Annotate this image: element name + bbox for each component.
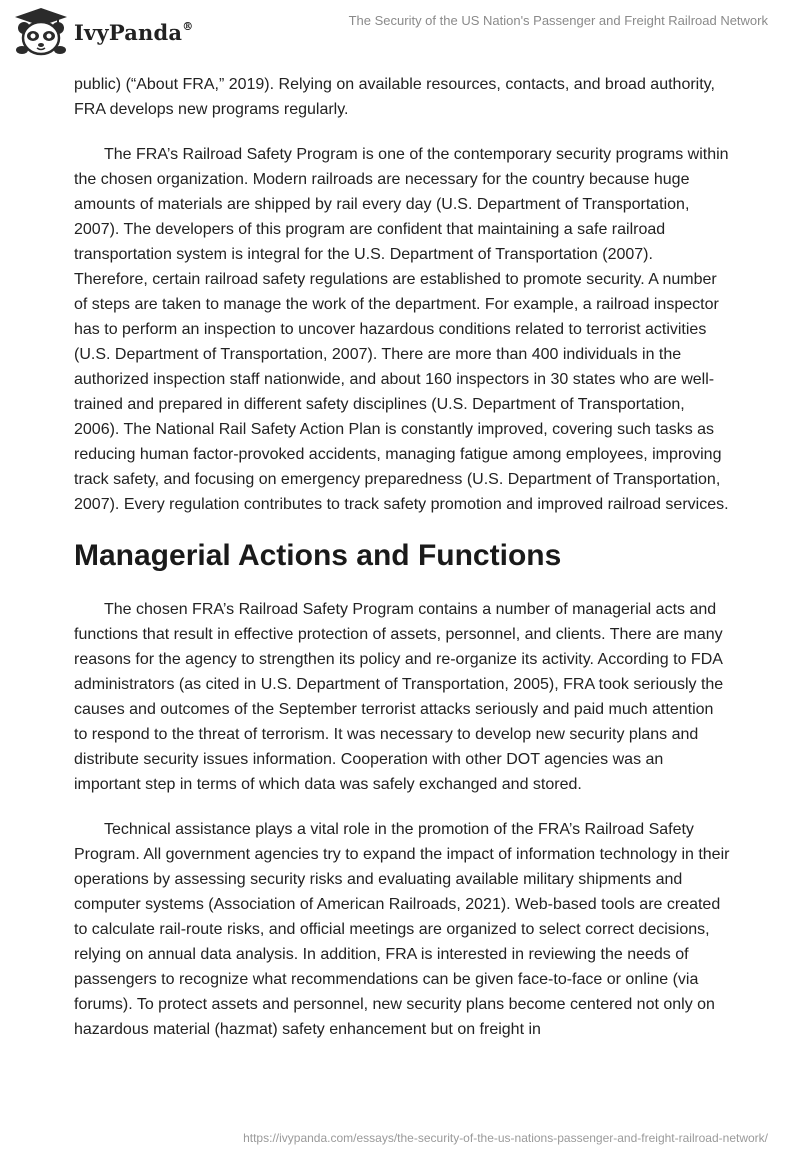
source-url[interactable]: https://ivypanda.com/essays/the-security-of-the-us-nations-passenger-and-freight-railroad-network/ <box>243 1131 768 1145</box>
paragraph-4: Technical assistance plays a vital role in the promotion of the FRA’s Railroad Safety Program. All government agencies try to expand the impact of information technology in their operations by assessing security risks and evaluating available military shipments and computer systems (Association of American Railroads, 2021). Web-based tools are created to calculate rail-route risks, and official meetings are organized to select correct decisions, relying on annual data analysis. In addition, FRA is interested in reviewing the needs of passengers to recognize what recommendations can be given face-to-face or online (via forums). To protect assets and personnel, new security plans become centered not only on hazardous material (hazmat) safety enhancement but on freight in <box>74 821 730 1038</box>
page-header <box>0 0 800 70</box>
paragraph-2: The FRA’s Railroad Safety Program is one of the contemporary security programs within the chosen organization. Modern railroads are necessary for the country because huge amounts of materials are shipped by rail every day (U.S. Department of Transportation, 2007). The developers of this program are confident that maintaining a safe railroad transportation system is integral for the U.S. Department of Transportation (2007). Therefore, certain railroad safety regulations are established to promote security. A number of steps are taken to manage the work of the department. For example, a railroad inspector has to perform an inspection to uncover hazardous conditions related to terrorist activities (U.S. Department of Transportation, 2007). There are more than 400 individuals in the authorized inspection staff nationwide, and about 160 inspectors in 30 states who are well-trained and prepared in different safety disciplines (U.S. Department of Transportation, 2006). The National Rail Safety Action Plan is constantly improved, covering such tasks as reducing human factor-provoked accidents, managing fatigue among employees, improving track safety, and focusing on emergency preparedness (U.S. Department of Transportation, 2007). Every regulation contributes to track safety promotion and improved railroad services. <box>74 146 729 513</box>
section-heading: Managerial Actions and Functions <box>74 539 562 572</box>
ivypanda-logo[interactable] <box>12 6 193 58</box>
paragraph-1: public) (“About FRA,” 2019). Relying on available resources, contacts, and broad authority, FRA develops new programs regularly. <box>74 76 715 118</box>
paragraph-3: The chosen FRA’s Railroad Safety Program contains a number of managerial acts and functions that result in effective protection of assets, personnel, and clients. There are many reasons for the agency to strengthen its policy and re-organize its activity. According to FDA administrators (as cited in U.S. Department of Transportation, 2005), FRA took seriously the causes and outcomes of the September terrorist attacks seriously and paid much attention to respond to the threat of terrorism. It was necessary to develop new security plans and distribute security issues information. Cooperation with other DOT agencies was an important step in terms of which data was safely exchanged and stored. <box>74 601 724 793</box>
panda-graduate-icon <box>12 6 70 58</box>
essay-body <box>74 72 730 1062</box>
brand-name: IvyPanda® <box>74 19 194 45</box>
running-title: The Security of the US Nation's Passenger and Freight Railroad Network <box>348 13 768 28</box>
